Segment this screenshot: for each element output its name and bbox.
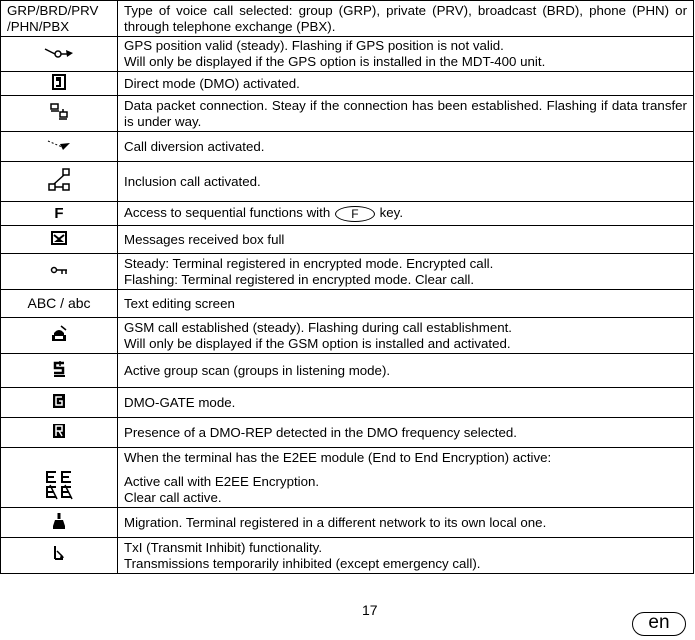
- table-row: Inclusion call activated.: [1, 162, 694, 202]
- f-key-icon: F: [335, 206, 375, 222]
- table-row: When the terminal has the E2EE module (End to End Encryption) active: Active call with E2EE Encryption. Clear call active.: [1, 448, 694, 508]
- direct-mode-icon: [52, 74, 66, 94]
- call-diversion-icon: [46, 139, 72, 155]
- envelope-icon: [51, 231, 67, 249]
- table-row: GRP/BRD/PRV /PHN/PBX Type of voice call selected: group (GRP), private (PRV), broadcast (BRD), phone (PHN) or through telephone exchange (PBX).: [1, 1, 694, 37]
- data-packet-icon: [50, 103, 68, 125]
- txi-icon: [52, 545, 66, 567]
- gsm-icon: [50, 325, 68, 347]
- table-row: Migration. Terminal registered in a different network to its own local one.: [1, 508, 694, 538]
- table-row: GSM call established (steady). Flashing during call establishment. Will only be displayed if the GSM option is installed and activated.: [1, 318, 694, 354]
- table-row: Direct mode (DMO) activated.: [1, 72, 694, 96]
- table-row: ABC / abc Text editing screen: [1, 290, 694, 318]
- table-row: Active group scan (groups in listening mode).: [1, 354, 694, 388]
- table-row: Steady: Terminal registered in encrypted mode. Encrypted call. Flashing: Terminal registered in encrypted mode. Clear call.: [1, 254, 694, 290]
- table-row: Messages received box full: [1, 226, 694, 254]
- table-row: GPS position valid (steady). Flashing if GPS position is not valid. Will only be displayed if the GPS option is installed in the MDT-400 unit.: [1, 37, 694, 72]
- inclusion-call-icon: [47, 168, 71, 196]
- table-row: Data packet connection. Steay if the connection has been established. Flashing if data transfer is under way.: [1, 96, 694, 132]
- call-type-label: GRP/BRD/PRV /PHN/PBX: [1, 1, 118, 37]
- language-badge: en: [632, 612, 686, 636]
- key-icon: [50, 264, 68, 280]
- table-row: Presence of a DMO-REP detected in the DMO frequency selected.: [1, 418, 694, 448]
- group-scan-icon: [52, 360, 66, 382]
- dmo-gate-icon: [52, 393, 66, 413]
- text-edit-label: ABC / abc: [27, 295, 91, 311]
- table-row: F Access to sequential functions with F key.: [1, 202, 694, 226]
- page-number: 17: [362, 602, 378, 618]
- function-f-label: F: [54, 204, 64, 222]
- e2ee-icon: [44, 469, 74, 505]
- table-row: DMO-GATE mode.: [1, 388, 694, 418]
- migration-icon: [52, 512, 66, 534]
- table-row: TxI (Transmit Inhibit) functionality. Transmissions temporarily inhibited (except emergency call).: [1, 538, 694, 574]
- gps-icon: [43, 46, 75, 62]
- dmo-rep-icon: [52, 423, 66, 443]
- table-row: Call diversion activated.: [1, 132, 694, 162]
